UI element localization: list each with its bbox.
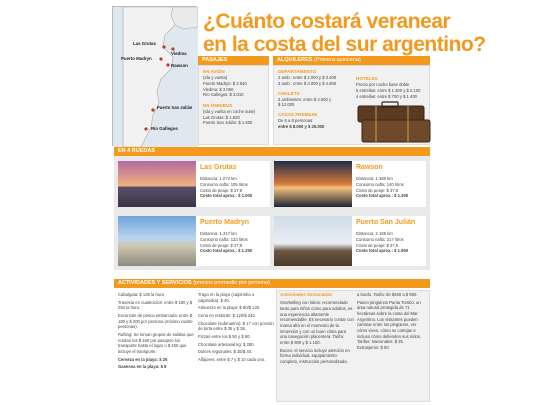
card-title: Puerto Madryn — [200, 219, 250, 226]
activity-item: Buceo: el servicio incluye atención en forma individual, equipamiento completo, instrucción personalizada. — [280, 347, 350, 364]
destacadas-title: Actividades destacadas — [280, 292, 333, 297]
alquileres-heading — [273, 56, 430, 65]
ruedas-heading: EN 4 RUEDAS — [114, 147, 430, 156]
card-line: Consumo nafta: 217 litros — [356, 237, 404, 243]
activity-item: Dulces regionales: $ 35/$ 40. — [198, 349, 253, 355]
marker-las-grutas — [162, 45, 165, 48]
activity-item: Snorkelling con lobos: recomendado tanto para niños como para adultos, es una experiencia altamente recomendable. Es necesario contar con marea alta en el momento de la inmersión y con un buen clima para una navegación placentera. Tarifa: entre $ 900 y $ 1.100. — [280, 300, 354, 345]
actividades-col-4 — [357, 292, 427, 353]
page-title-line-2: en la costa del sur argentino? — [203, 33, 486, 56]
puerto-madryn-photo — [118, 216, 196, 266]
activity-item: a bordo. Tarifa: de $450 a $ 950. — [357, 292, 418, 297]
card-rawson — [352, 161, 426, 207]
actividades-heading — [114, 279, 430, 288]
card-title: Rawson — [356, 164, 383, 171]
marker-rawson — [166, 63, 169, 66]
map-label-puerto-san-julian: Puerto San Julián — [157, 105, 193, 110]
alquileres-heading-title: ALQUILERES — [277, 57, 313, 63]
card-line: Distancia: 2.185 km — [356, 231, 393, 237]
actividades-heading-title: ACTIVIDADES Y SERVICIOS — [118, 280, 192, 286]
activity-item: Rafting: Se toman grupos de salidas que rondan los $ 180 por pasajero sin transporte hasta el lugar o $ 450 que incluye el transporte. — [118, 332, 194, 355]
las-grutas-photo — [118, 161, 196, 207]
activity-item: Cabalgata: $ 135 la hora — [118, 292, 164, 297]
card-line: Consumo nafta: 133 litros — [200, 237, 248, 243]
card-line: Costo de peaje: $ 37,9 — [356, 187, 399, 193]
card-line: Costo total aprox.: $ 1.250 — [200, 248, 253, 254]
omnibus-line: Puerto San Julián: $ 1.600 — [203, 120, 253, 126]
card-line: Distancia: 1.072 km — [200, 176, 237, 182]
marker-san-julian — [151, 108, 154, 111]
rawson-photo — [274, 161, 352, 207]
pasajes-box — [198, 65, 269, 145]
pasajes-heading: PASAJES — [198, 56, 269, 65]
card-puerto-madryn — [196, 216, 270, 266]
card-title: Puerto San Julián — [356, 219, 416, 226]
map-label-las-grutas: Las Grutas — [133, 41, 156, 46]
casas-line: entre $ 8.000 y $ 25.000 — [278, 123, 325, 129]
depto-line: 2 amb.: entre $ 2.000 y $ 3.400 — [278, 75, 337, 81]
avion-line: Río Gallegos: $ 3.010 — [203, 92, 244, 98]
avion-sub: (Ida y vuelta) — [203, 75, 228, 81]
hoteles-line: Precio por noche base doble — [356, 82, 410, 88]
chalets-line: 3 ambientes: entre $ 3.500 y — [278, 96, 332, 102]
actividades-heading-sub: (precios promedio por persona) — [193, 280, 270, 286]
omnibus-sub: (Ida y vuelta en coche suite) — [203, 109, 256, 115]
card-puerto-san-julian — [352, 216, 426, 266]
activity-item: Excursión de pesca embarcada: entre $ 180 y $ 200 por persona (mínimo cuatro personas). — [118, 313, 193, 330]
map-label-rio-gallegos: Río Gallegos — [151, 126, 178, 131]
card-title: Las Grutas — [200, 164, 237, 171]
marker-puerto-madryn — [159, 57, 162, 60]
card-las-grutas — [196, 161, 270, 207]
activity-item: Gaseosa en la playa: $ 8 — [118, 364, 167, 370]
hoteles-title: HOTELES — [356, 76, 378, 81]
omnibus-line: Las Grutas: $ 1.820 — [203, 114, 240, 120]
page-title-line-1: ¿Cuánto costará veranear — [203, 10, 451, 33]
card-line: Distancia: 1.317 km — [200, 231, 237, 237]
card-line: Costo total aprox.: $ 1.000 — [200, 193, 253, 199]
activity-item: Chocolate (submarino): $ 17 con porción de torta entre $ 35 y $ 38. — [198, 320, 274, 332]
activity-item: Trago en la playa (caipirinha o caipiroska): $ 40. — [198, 292, 255, 303]
marker-rio-gallegos — [144, 127, 147, 130]
activity-item: Cerveza en la playa: $ 25 — [118, 356, 168, 362]
activity-item: Pizzas entre los $ 50 y $ 60. — [198, 334, 251, 340]
activity-item: Alfajores: entre $ 7 y $ 10 cada uno. — [198, 357, 266, 363]
activity-item: Paseo pingüinos Punta Tombo: un área natural protegida de 71 hectáreas sobre la costa del Mar Argentino. Los visitantes pueden caminar entre los pingüinos, ver cómo viven, cómo se cortejan e incluso cómo defienden sus nidos. Tarifas: Nacionales: $ 25. Extranjeros: $ 60 — [357, 299, 422, 351]
map-label-rawson: Rawson — [171, 63, 188, 68]
chalets-line: $ 12.000 — [278, 102, 295, 108]
avion-line: Viedma: $ 2.060 — [203, 86, 234, 92]
activity-item: Cena en restorán: $ 120/$ 240. — [198, 313, 256, 319]
card-line: Consumo nafta: 140 litros — [356, 182, 404, 188]
card-line: Costo total aprox.: $ 1.300 — [356, 193, 409, 199]
casas-line: De 6 a 8 personas: — [278, 118, 314, 124]
alquileres-heading-sub: (Primera quincena) — [313, 57, 361, 63]
card-line: Distancia: 1.380 km — [356, 176, 393, 182]
actividades-col-1 — [118, 292, 194, 372]
avion-line: Puerto Madryn: $ 3.840 — [203, 80, 247, 86]
avion-title: EN AVIÓN — [203, 69, 225, 74]
patagonia-map — [112, 6, 197, 146]
hoteles-line: 5 estrellas: entre $ 1.300 y $ 2.100 — [356, 87, 421, 93]
card-line: Costo de peaje: $ 27,9 — [200, 187, 243, 193]
casas-title: CASAS PREMIUM — [278, 112, 318, 118]
activity-item: Almuerzo en la playa: $ 80/$ 120. — [198, 305, 261, 311]
chalets-title: CHALETS — [278, 90, 300, 96]
card-line: Costo total aprox.: $ 1.950 — [356, 248, 409, 254]
depto-line: 3 amb.: entre $ 3.000 y $ 4.800 — [278, 80, 337, 86]
activity-item: Chocolate artesanal kg: $ 280. — [198, 341, 255, 347]
activity-item: Travesía en cuatriciclos: entre $ 180 y $ 250 la hora. — [118, 299, 193, 311]
card-line: Costo de peaje: $ 37,9 — [356, 242, 399, 248]
card-line: Costo de peaje: $ 37,9 — [200, 242, 243, 248]
map-label-viedma: Viedma — [171, 51, 187, 56]
card-line: Consumo nafta: 105 litros — [200, 182, 248, 188]
puerto-san-julian-photo — [274, 216, 352, 266]
omnibus-title: EN ÓMNIBUS — [203, 102, 233, 108]
hoteles-line: 4 estrellas: entre $ 700 y $ 1.400 — [356, 93, 417, 99]
suitcases-image — [356, 100, 432, 146]
map-label-puerto-madryn: Puerto Madryn — [121, 56, 152, 61]
actividades-col-2 — [198, 292, 274, 365]
actividades-col-3 — [280, 292, 354, 367]
depto-title: DEPARTAMENTO — [278, 69, 317, 74]
